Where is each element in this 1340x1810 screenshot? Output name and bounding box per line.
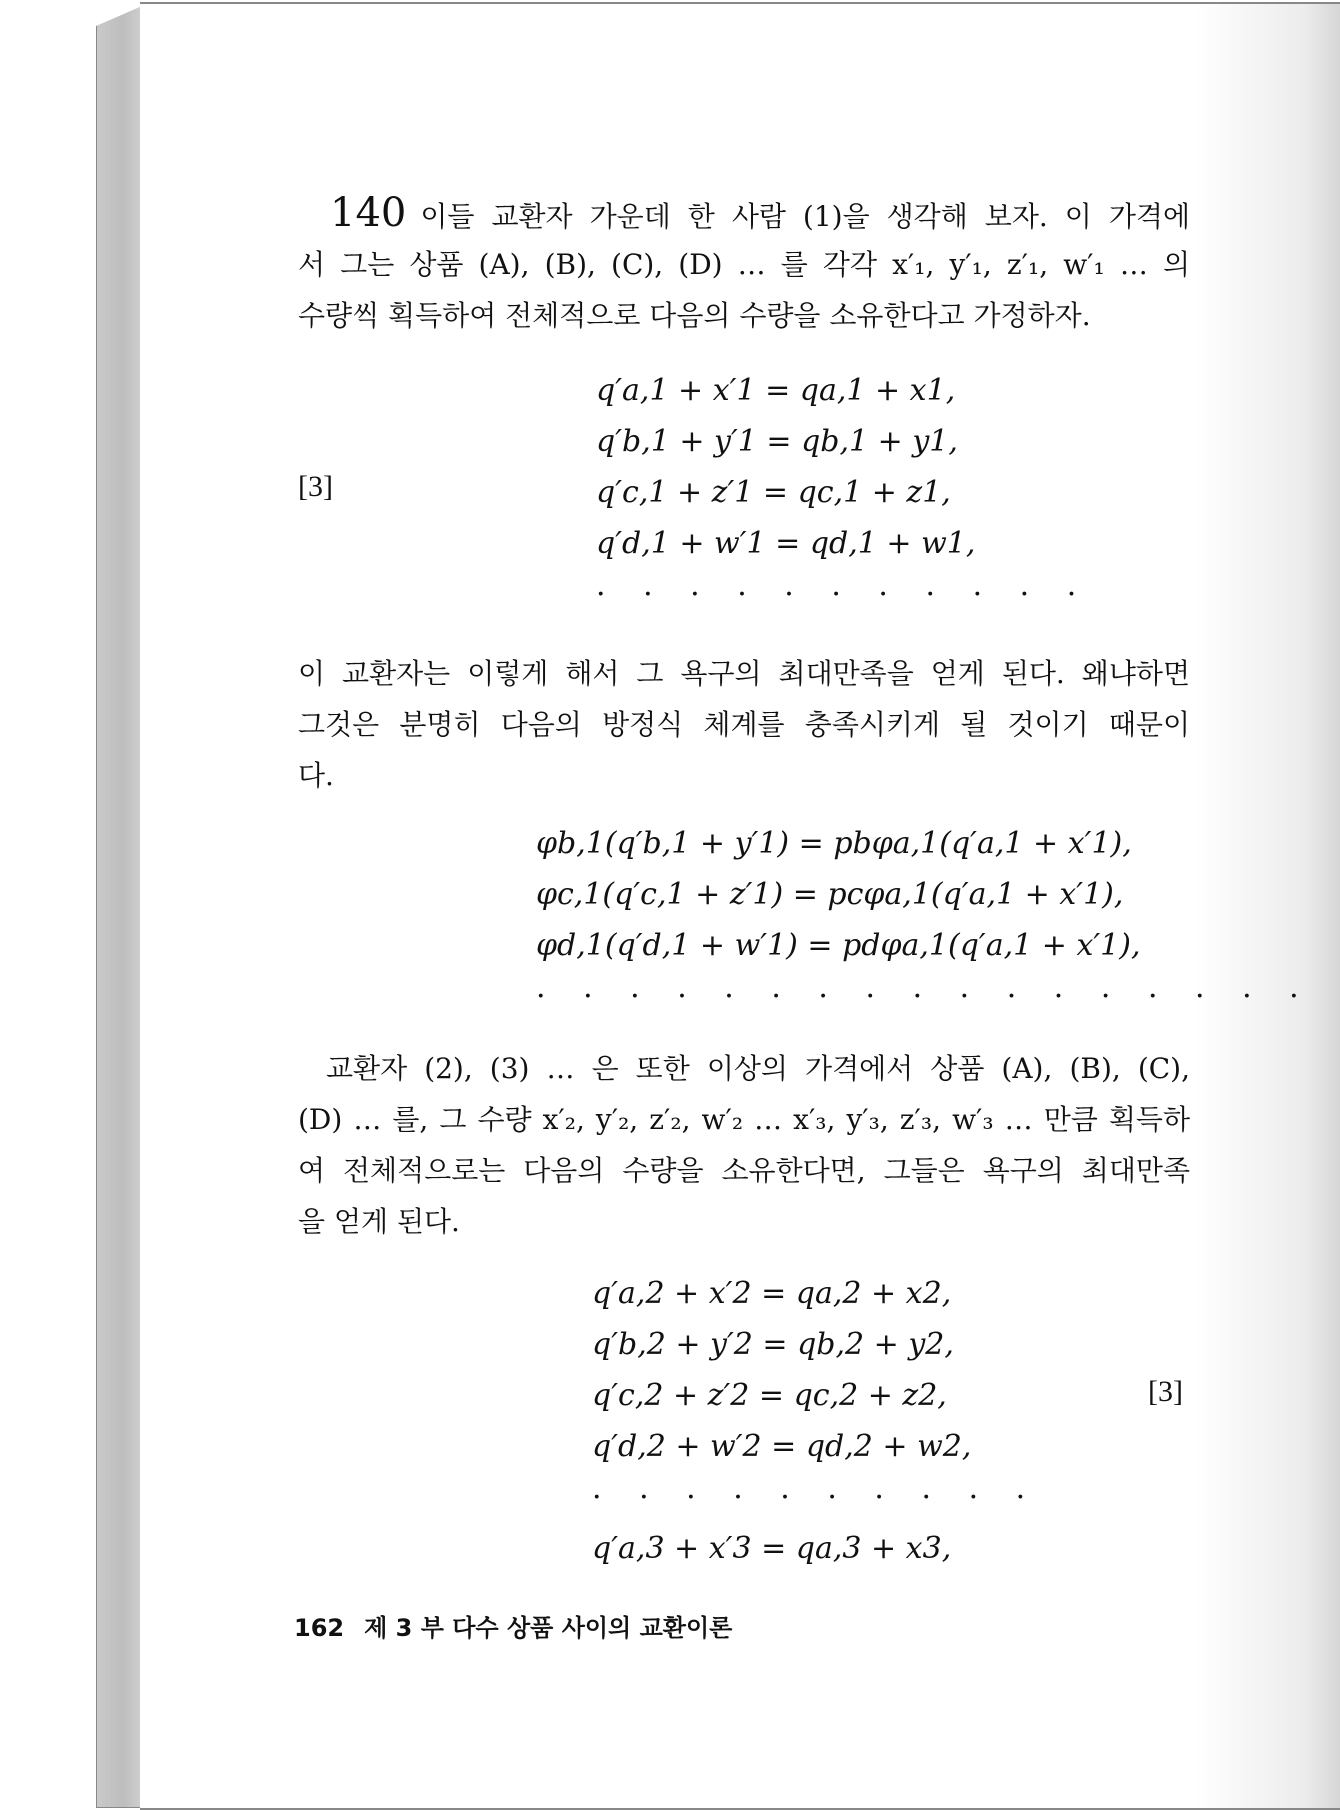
paragraph-1-line-2: 서 그는 상품 (A), (B), (C), (D) … 를 각각 x′₁, y′₁, z′₁, w′₁ … 의	[298, 248, 1190, 281]
equation-block-1	[596, 365, 1090, 620]
paragraph-2-line-2: 그것은 분명히 다음의 방정식 체계를 충족시키게 될 것이기 때문이	[298, 708, 1190, 741]
equation-row: q′d,1 + w′1 = qd,1 + w1,	[596, 526, 976, 561]
paragraph-3-line-3: 여 전체적으로는 다음의 수량을 소유한다면, 그들은 욕구의 최대만족	[298, 1154, 1190, 1187]
book-spine	[96, 6, 142, 1808]
equation-row: q′d,2 + w′2 = qd,2 + w2,	[592, 1429, 972, 1464]
paragraph-3-line-1: 교환자 (2), (3) … 은 또한 이상의 가격에서 상품 (A), (B), (C),	[326, 1052, 1190, 1085]
equation-block-2	[536, 818, 1313, 1022]
paragraph-2-line-1: 이 교환자는 이렇게 해서 그 욕구의 최대만족을 얻게 된다. 왜냐하면	[298, 657, 1190, 690]
equation-row: φc,1(q′c,1 + z′1) = pcφa,1(q′a,1 + x′1),	[536, 877, 1124, 912]
equation-ellipsis: · · · · · · · · · · · · · · · · ·	[536, 979, 1313, 1014]
equation-ellipsis: · · · · · · · · · · ·	[596, 577, 1091, 612]
equation-row: q′a,1 + x′1 = qa,1 + x1,	[596, 373, 956, 408]
page-footer	[294, 1608, 732, 1643]
paragraph-3-line-4: 을 얻게 된다.	[298, 1205, 460, 1238]
equation-row: φb,1(q′b,1 + y′1) = pbφa,1(q′a,1 + x′1),	[536, 826, 1132, 861]
equation-row: q′b,2 + y′2 = qb,2 + y2,	[592, 1327, 954, 1362]
equation-ellipsis: · · · · · · · · · ·	[592, 1480, 1040, 1515]
equation-row: q′b,1 + y′1 = qb,1 + y1,	[596, 424, 958, 459]
paragraph-1-line-3: 수량씩 획득하여 전체적으로 다음의 수량을 소유한다고 가정하자.	[298, 299, 1091, 332]
equation-row: φd,1(q′d,1 + w′1) = pdφa,1(q′a,1 + x′1),	[536, 928, 1141, 963]
paragraph-1-line-1: 140 이들 교환자 가운데 한 사람 (1)을 생각해 보자. 이 가격에	[330, 190, 1190, 236]
equation-label-1: [3]	[298, 470, 333, 503]
paragraph-3-line-2: (D) … 를, 그 수량 x′₂, y′₂, z′₂, w′₂ … x′₃, y′₃, z′₃, w′₃ … 만큼 획득하	[298, 1103, 1190, 1136]
equation-label-2: [3]	[1148, 1375, 1183, 1408]
equation-row: q′a,2 + x′2 = qa,2 + x2,	[592, 1276, 952, 1311]
paragraph-number: 140	[330, 190, 407, 236]
equation-row: q′c,2 + z′2 = qc,2 + z2,	[592, 1378, 947, 1413]
running-header: 제 3 부 다수 상품 사이의 교환이론	[364, 1614, 733, 1642]
page-number: 162	[294, 1614, 345, 1642]
paragraph-2-line-3: 다.	[298, 759, 334, 792]
equation-row: q′a,3 + x′3 = qa,3 + x3,	[592, 1531, 952, 1566]
equation-block-3	[592, 1268, 1039, 1574]
equation-row: q′c,1 + z′1 = qc,1 + z1,	[596, 475, 951, 510]
